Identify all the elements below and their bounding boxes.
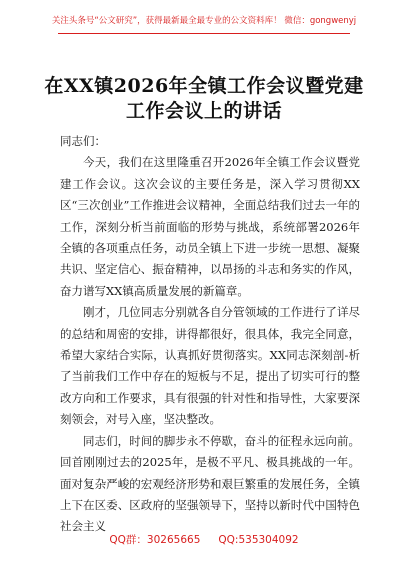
footer-contact xyxy=(0,533,408,547)
footer-qq-group: QQ群：30265665 xyxy=(109,534,201,546)
header-divider xyxy=(58,33,350,34)
header-promo-note: 关注头条号“公文研究”，获得最新最全最专业的公文资料库！ 微信：gongwenyj xyxy=(51,16,357,26)
body-paragraph: 今天，我们在这里隆重召开2026年全镇工作会议暨党建工作会议。这次会议的主要任务是，深入学习贯彻XX区“三次创业”工作推进会议精神，全面总结我们过去一年的工作，深刻分析当前面临的形势与挑战，系统部署2026年全镇的各项重点任务，动员全镇上下进一步统一思想、凝聚共识、坚定信心、振奋精神，以昂扬的斗志和务实的作风，奋力谱写XX镇高质量发展的新篇章。 xyxy=(60,155,360,298)
footer-qq: QQ:535304092 xyxy=(218,534,299,546)
salutation: 同志们： xyxy=(60,134,106,148)
body-paragraph: 刚才，几位同志分别就各自分管领域的工作进行了详尽的总结和周密的安排，讲得都很好，很具体，我完全同意，希望大家结合实际，认真抓好贯彻落实。XX同志深刻剖-析了当前我们工作中存在的短板与不足，提出了切实可行的整改方向和工作要求，具有很强的针对性和指导性，大家要深刻领会，对号入座，坚决整改。 xyxy=(60,305,360,427)
document-body xyxy=(60,131,360,538)
page-title: 在XX镇2026年全镇工作会议暨党建工作会议上的讲话 xyxy=(44,74,364,122)
body-paragraph: 同志们，时间的脚步永不停歇，奋斗的征程永远向前。回首刚刚过去的2025年，是极不平凡、极具挑战的一年。面对复杂严峻的宏观经济形势和艰巨繁重的发展任务，全镇上下在区委、区政府的坚强领导下，坚持以新时代中国特色社会主义 xyxy=(60,433,360,534)
